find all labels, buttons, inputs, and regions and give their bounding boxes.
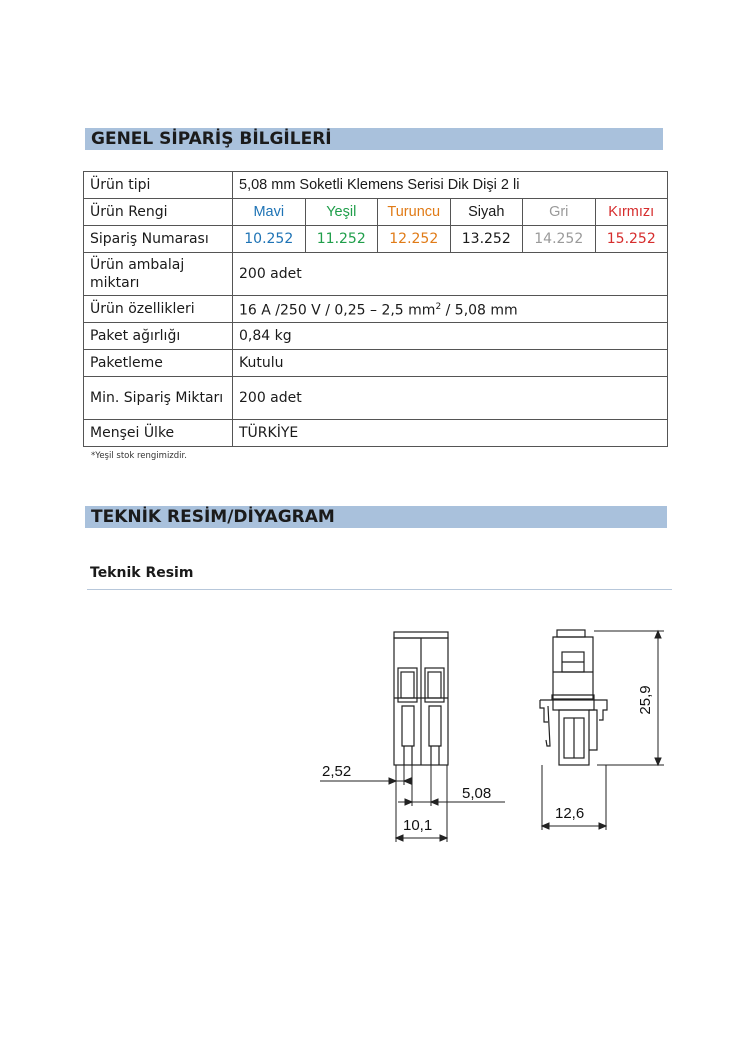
color-turuncu: Turuncu <box>378 199 451 226</box>
row-label: Ürün özellikleri <box>84 296 233 323</box>
subheading-teknik-resim: Teknik Resim <box>90 565 194 581</box>
front-view-connector <box>394 632 448 765</box>
dimension-pitch: 5,08 <box>462 785 492 802</box>
order-number-mavi: 10.252 <box>233 226 306 253</box>
section-title-genel: GENEL SİPARİŞ BİLGİLERİ <box>85 128 663 150</box>
specs-superscript: 2 <box>435 302 442 313</box>
row-label: Paket ağırlığı <box>84 323 233 350</box>
row-label: Sipariş Numarası <box>84 226 233 253</box>
specs-text-end: / 5,08 mm <box>441 302 518 319</box>
row-label: Ürün ambalaj miktarı <box>84 253 233 296</box>
row-label: Paketleme <box>84 350 233 377</box>
dimension-pitch-small: 2,52 <box>322 763 352 780</box>
order-number-turuncu: 12.252 <box>378 226 451 253</box>
dimension-height: 25,9 <box>637 685 654 715</box>
min-order-value: 200 adet <box>233 377 668 420</box>
origin-value: TÜRKİYE <box>233 420 668 447</box>
stock-note: *Yeşil stok rengimizdir. <box>91 451 187 461</box>
order-number-kirmizi: 15.252 <box>595 226 668 253</box>
row-label: Ürün tipi <box>84 172 233 199</box>
color-yesil: Yeşil <box>305 199 378 226</box>
packaging-value: Kutulu <box>233 350 668 377</box>
specs-text: 16 A /250 V / 0,25 – 2,5 mm <box>239 302 436 319</box>
dimension-width-front: 10,1 <box>403 817 433 834</box>
color-gri: Gri <box>523 199 596 226</box>
order-number-siyah: 13.252 <box>450 226 523 253</box>
side-view-connector <box>540 630 607 765</box>
color-mavi: Mavi <box>233 199 306 226</box>
color-kirmizi: Kırmızı <box>595 199 668 226</box>
package-quantity-value: 200 adet <box>233 253 668 296</box>
row-label: Min. Sipariş Miktarı <box>84 377 233 420</box>
color-siyah: Siyah <box>450 199 523 226</box>
row-label: Menşei Ülke <box>84 420 233 447</box>
dimension-width-side: 12,6 <box>555 805 585 822</box>
row-label: Ürün Rengi <box>84 199 233 226</box>
order-number-gri: 14.252 <box>523 226 596 253</box>
product-type-value: 5,08 mm Soketli Klemens Serisi Dik Dişi 2 li <box>233 172 668 199</box>
order-number-yesil: 11.252 <box>305 226 378 253</box>
section-title-teknik: TEKNİK RESİM/DİYAGRAM <box>85 506 667 528</box>
package-weight-value: 0,84 kg <box>233 323 668 350</box>
